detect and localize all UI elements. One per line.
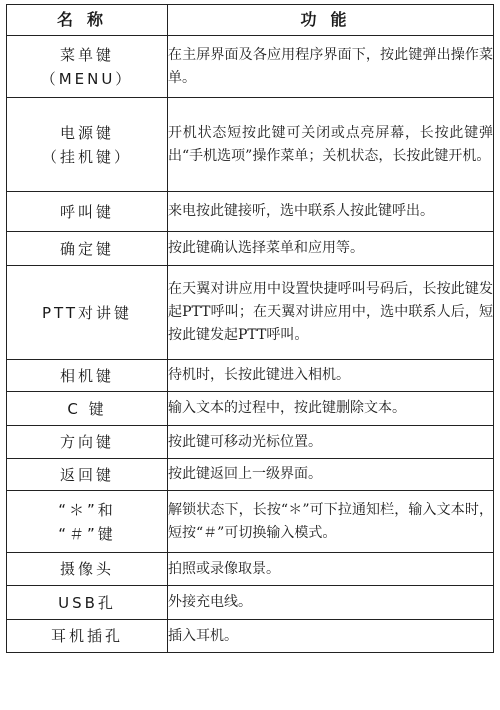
table-row <box>7 586 494 620</box>
key-name-line: 耳机插孔 <box>50 627 123 645</box>
key-function-cell: 输入文本的过程中，按此键删除文本。 <box>168 392 494 426</box>
key-name-cell <box>7 553 168 586</box>
key-name-line: 电源键 <box>59 123 114 142</box>
table-row <box>7 360 494 392</box>
key-function-cell: 外接充电线。 <box>168 586 494 620</box>
key-name-cell <box>7 266 168 360</box>
key-function-cell: 按此键可移动光标位置。 <box>168 426 494 459</box>
key-name-line: 菜单键 <box>59 45 114 64</box>
key-name-line: PTT对讲键 <box>41 303 133 322</box>
key-name-line: C 键 <box>67 399 107 418</box>
table-row <box>7 36 494 98</box>
key-function-cell: 开机状态短按此键可关闭或点亮屏幕，长按此键弹出“手机选项”操作菜单；关机状态，长按此键开机。 <box>168 98 494 192</box>
table-row <box>7 620 494 653</box>
table-row <box>7 553 494 586</box>
key-name-cell <box>7 491 168 553</box>
key-name-cell <box>7 98 168 192</box>
key-name-cell <box>7 360 168 392</box>
key-name-line: “＊”和 <box>58 500 116 519</box>
key-name-line: （MENU） <box>40 69 134 88</box>
key-function-table <box>6 4 494 653</box>
table-row <box>7 491 494 553</box>
key-name-line: 确定键 <box>59 239 114 258</box>
key-function-cell: 在主屏界面及各应用程序界面下，按此键弹出操作菜单。 <box>168 36 494 98</box>
table-row <box>7 459 494 491</box>
table-row <box>7 98 494 192</box>
key-name-cell <box>7 620 168 653</box>
table-row <box>7 426 494 459</box>
table-row <box>7 192 494 232</box>
key-name-line: 返回键 <box>59 465 114 484</box>
key-function-cell: 拍照或录像取景。 <box>168 553 494 586</box>
key-function-cell: 按此键确认选择菜单和应用等。 <box>168 232 494 266</box>
key-name-cell <box>7 459 168 491</box>
table-row <box>7 232 494 266</box>
table-body <box>7 36 494 653</box>
key-name-cell <box>7 232 168 266</box>
key-name-cell <box>7 426 168 459</box>
key-function-cell: 按此键返回上一级界面。 <box>168 459 494 491</box>
key-function-cell: 待机时，长按此键进入相机。 <box>168 360 494 392</box>
header-function: 功能 <box>168 5 494 36</box>
table-header-row <box>7 5 494 36</box>
key-function-cell: 插入耳机。 <box>168 620 494 653</box>
table-row <box>7 266 494 360</box>
key-function-cell: 来电按此键接听，选中联系人按此键呼出。 <box>168 192 494 232</box>
key-name-cell <box>7 586 168 620</box>
key-name-line: USB孔 <box>58 593 116 612</box>
key-name-cell <box>7 36 168 98</box>
key-name-line: 呼叫键 <box>59 202 114 221</box>
key-name-line: 摄像头 <box>59 560 114 578</box>
key-name-cell <box>7 192 168 232</box>
key-name-line: 相机键 <box>59 366 114 385</box>
key-name-line: （挂机键） <box>41 147 132 166</box>
key-name-line: 方向键 <box>59 433 114 451</box>
table-row <box>7 392 494 426</box>
key-name-cell <box>7 392 168 426</box>
key-function-cell: 解锁状态下，长按“＊”可下拉通知栏，输入文本时，短按“＃”可切换输入模式。 <box>168 491 494 553</box>
key-function-cell: 在天翼对讲应用中设置快捷呼叫号码后，长按此键发起PTT呼叫；在天翼对讲应用中，选中联系人后，短按此键发起PTT呼叫。 <box>168 266 494 360</box>
header-name: 名称 <box>7 5 168 36</box>
key-name-line: “＃”键 <box>58 524 116 543</box>
